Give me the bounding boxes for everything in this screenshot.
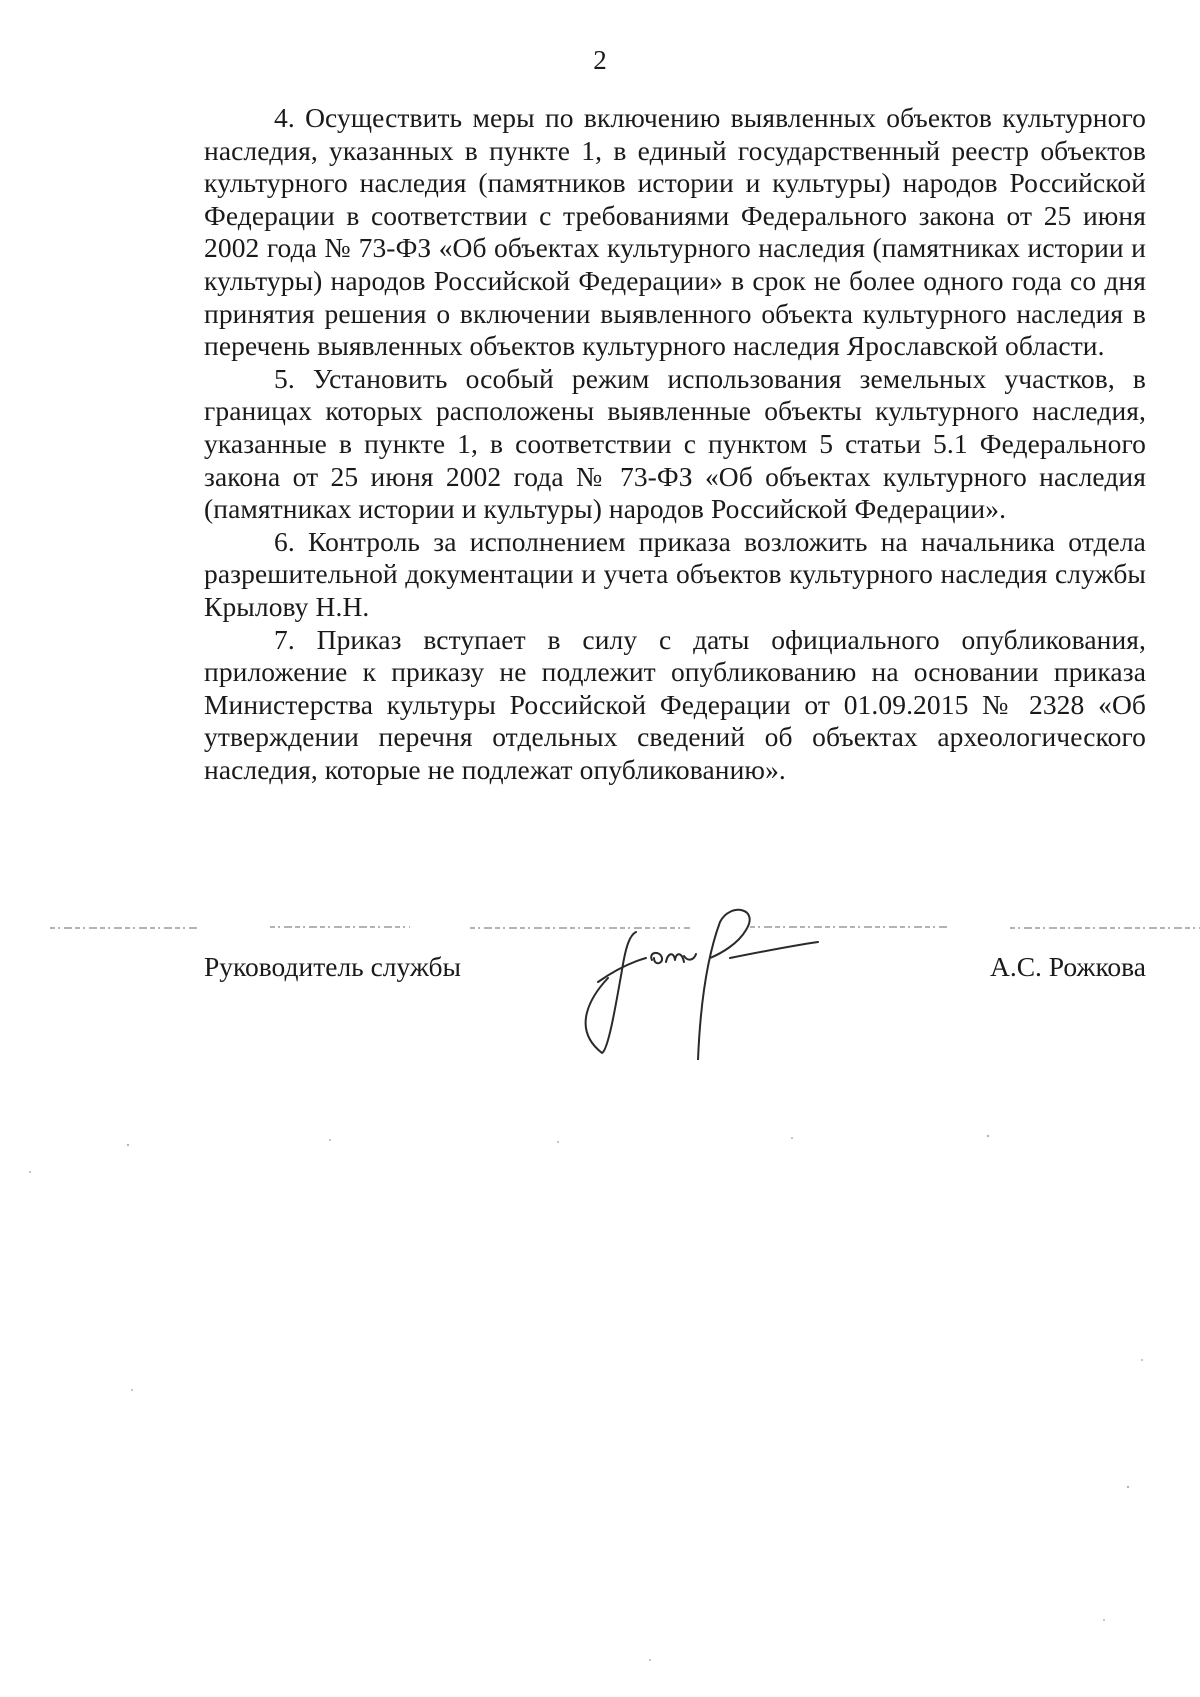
paragraph-item-4: 4. Осуществить меры по включению выявленных объектов культурного наследия, указанных в пункте 1, в единый государственный реестр объектов культурного наследия (памятников истории и культуры) народов Российской Федерации в соответствии с требованиями Федерального закона от 25 июня 2002 года № 73-ФЗ «Об объектах культурного наследия (памятниках истории и культуры) народов Российской Федерации» в срок не более одного года со дня принятия решения о включении выявленного объекта культурного наследия в перечень выявленных объектов культурного наследия Ярославской области. bbox=[204, 102, 1146, 362]
document-body bbox=[204, 102, 1146, 786]
handwritten-signature bbox=[570, 900, 850, 1060]
paragraph-item-6: 6. Контроль за исполнением приказа возложить на начальника отдела разрешительной документации и учета объектов культурного наследия службы Крылову Н.Н. bbox=[204, 525, 1146, 622]
signatory-name: А.С. Рожкова bbox=[989, 951, 1146, 982]
paragraph-item-5: 5. Установить особый режим использования земельных участков, в границах которых расположены выявленные объекты культурного наследия, указанные в пункте 1, в соответствии с пунктом 5 статьи 5.1 Федерального закона от 25 июня 2002 года № 73-ФЗ «Об объектах культурного наследия (памятниках истории и культуры) народов Российской Федерации». bbox=[204, 362, 1146, 525]
paragraph-item-7: 7. Приказ вступает в силу с даты официального опубликования, приложение к приказу не подлежит опубликованию на основании приказа Министерства культуры Российской Федерации от 01.09.2015 № 2328 «Об утверждении перечня отдельных сведений об объектах археологического наследия, которые не подлежат опубликованию». bbox=[204, 623, 1146, 785]
signatory-position: Руководитель службы bbox=[204, 951, 462, 982]
page-number: 2 bbox=[593, 45, 607, 75]
